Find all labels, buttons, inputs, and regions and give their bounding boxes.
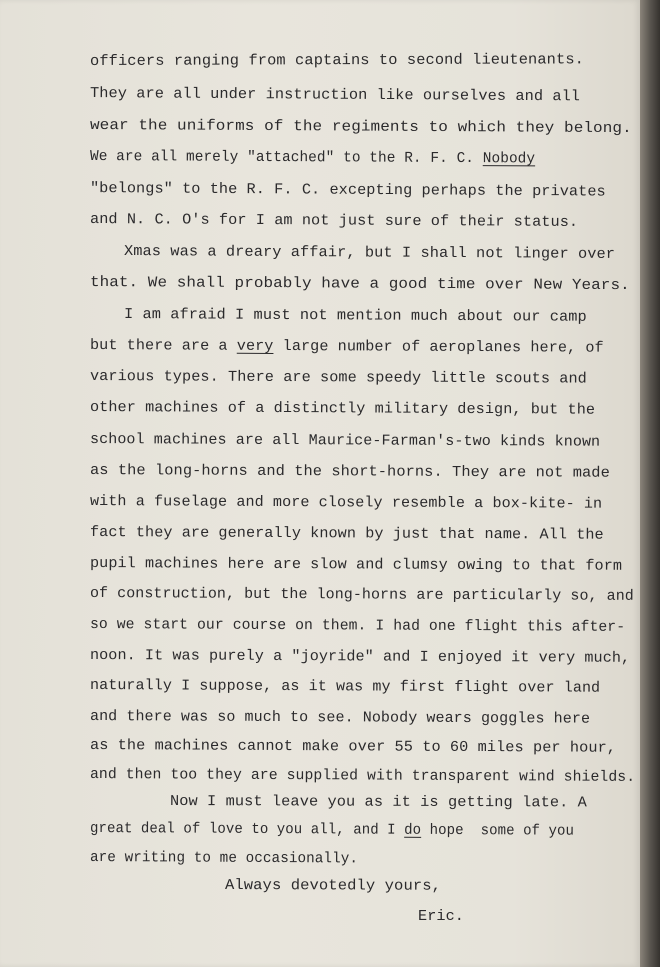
text-line xyxy=(90,211,578,231)
text-run: of construction, but the long-horns are particularly so, and xyxy=(89,585,634,605)
text-line xyxy=(90,337,604,357)
text-line xyxy=(90,677,600,697)
text-line xyxy=(90,399,595,419)
text-run: but there are a xyxy=(89,337,237,355)
text-run: large number of aeroplanes here, of xyxy=(273,337,604,357)
text-line xyxy=(124,306,587,326)
underlined-word: very xyxy=(236,337,274,355)
text-run: Xmas was a dreary affair, but I shall not linger over xyxy=(123,243,616,263)
text-line xyxy=(90,616,625,636)
text-line xyxy=(90,820,574,840)
text-line xyxy=(90,555,622,575)
text-line xyxy=(90,737,616,757)
text-run: fact they are generally known by just that name. All the xyxy=(89,524,604,544)
text-run: officers ranging from captains to second lieutenants. xyxy=(89,51,584,70)
text-line xyxy=(90,493,602,513)
text-run: school machines are all Maurice-Farman's-two kinds known xyxy=(89,431,601,451)
text-run: as the machines cannot make over 55 to 60 miles per hour, xyxy=(89,737,617,757)
text-line xyxy=(90,462,610,482)
text-line xyxy=(90,117,632,137)
text-line xyxy=(90,274,630,294)
underlined-word: do xyxy=(404,821,422,839)
text-run: various types. There are some speedy little scouts and xyxy=(89,368,587,388)
text-run: with a fuselage and more closely resemble a box-kite- in xyxy=(89,493,603,513)
text-run: that. We shall probably have a good time over New Years. xyxy=(89,274,630,295)
text-run: and N. C. O's for I am not just sure of their status. xyxy=(89,211,579,231)
text-run: I am afraid I must not mention much about our camp xyxy=(123,306,587,326)
text-run: as the long-horns and the short-horns. They are not made xyxy=(89,462,610,482)
text-line xyxy=(170,793,587,811)
text-run: Now I must leave you as it is getting late. A xyxy=(169,793,587,812)
text-line xyxy=(90,647,630,667)
text-line xyxy=(90,148,535,167)
text-line xyxy=(90,766,635,786)
text-run: and there was so much to see. Nobody wears goggles here xyxy=(89,708,591,728)
underlined-word: Nobody xyxy=(482,150,536,168)
text-run: Always devotedly yours, xyxy=(224,877,442,895)
text-line xyxy=(90,51,584,70)
text-line xyxy=(225,877,441,895)
text-line xyxy=(90,524,604,544)
text-run: great deal of love to you all, and I xyxy=(89,820,405,839)
text-run: noon. It was purely a "joyride" and I enjoyed it very much, xyxy=(89,647,631,667)
text-run: naturally I suppose, as it was my first flight over land xyxy=(89,677,601,697)
text-run: and then too they are supplied with transparent wind shields. xyxy=(89,766,636,786)
text-line xyxy=(90,431,600,451)
text-run: so we start our course on them. I had one flight this after- xyxy=(89,616,626,636)
text-run: They are all under instruction like ourselves and all xyxy=(89,85,581,106)
text-run: wear the uniforms of the regiments to which they belong. xyxy=(89,117,632,138)
text-line xyxy=(90,85,580,105)
text-line xyxy=(124,243,615,263)
text-run: Eric. xyxy=(418,908,465,925)
text-line xyxy=(90,708,590,728)
text-run: We are all merely "attached" to the R. F. C. xyxy=(89,148,483,168)
text-run: are writing to me occasionally. xyxy=(89,849,359,868)
text-line xyxy=(90,585,634,605)
text-line xyxy=(90,180,606,201)
text-run: pupil machines here are slow and clumsy owing to that form xyxy=(89,555,623,575)
text-run: other machines of a distinctly military design, but the xyxy=(89,399,596,419)
text-run: "belongs" to the R. F. C. excepting perhaps the privates xyxy=(89,180,606,201)
page-edge-shadow xyxy=(640,0,660,967)
text-line xyxy=(418,908,464,925)
text-run: hope some of you xyxy=(421,821,575,840)
text-line xyxy=(90,368,587,388)
text-line xyxy=(90,849,358,867)
